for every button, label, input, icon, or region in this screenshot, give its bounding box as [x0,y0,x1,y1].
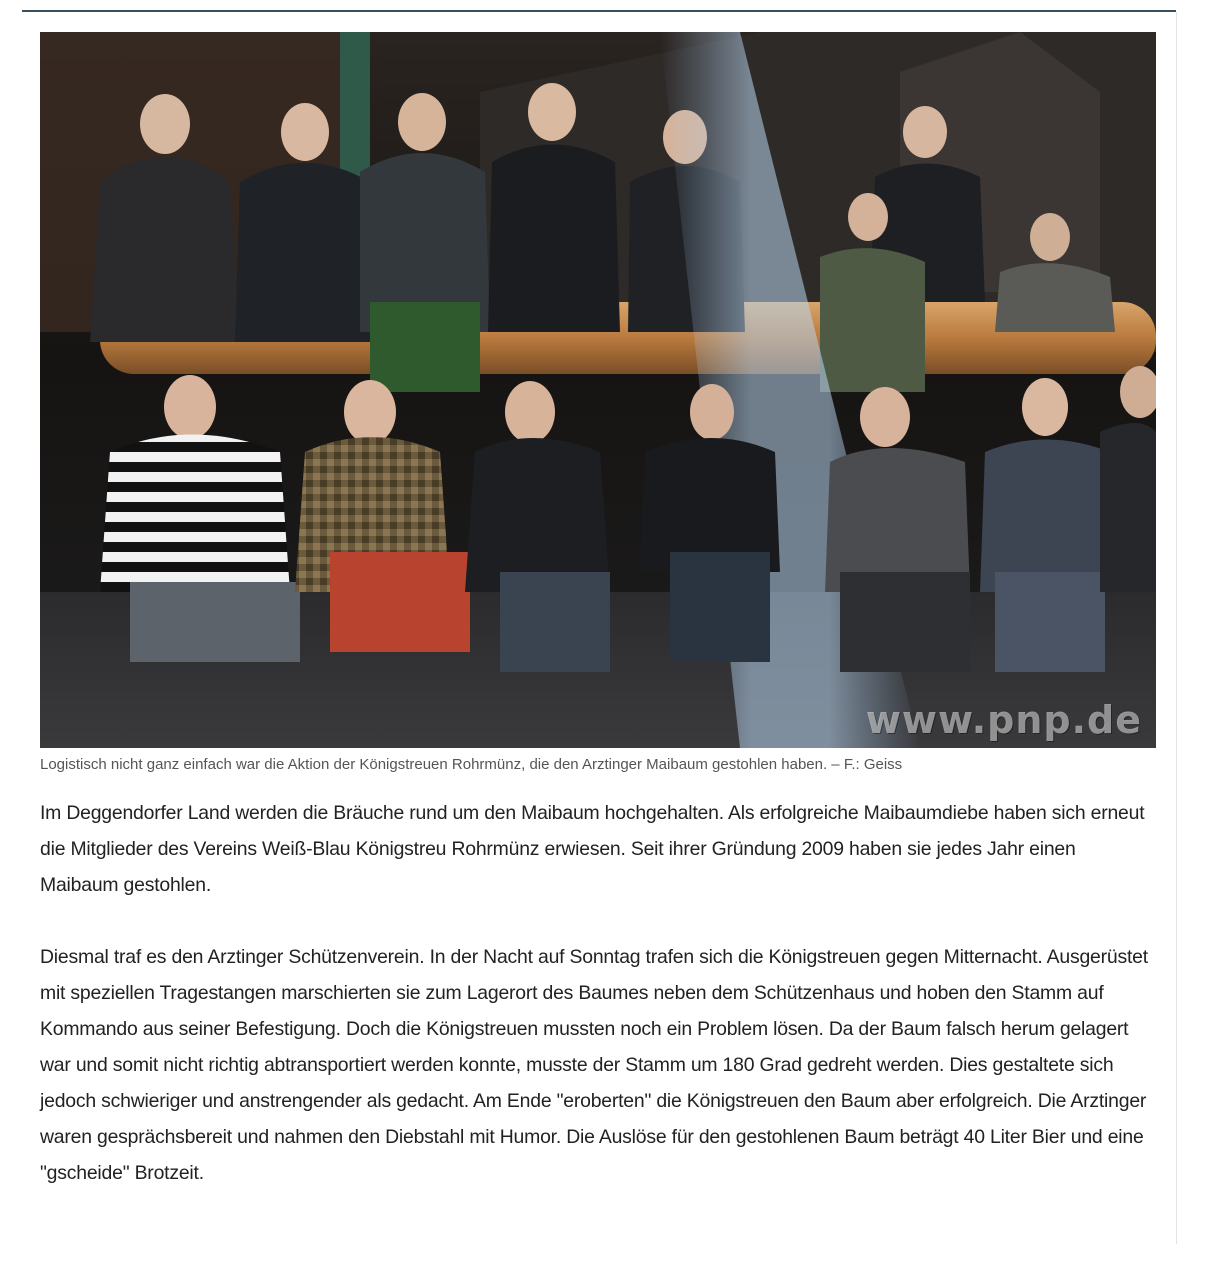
group-photo-illustration [40,32,1156,748]
article-paragraph-1: Im Deggendorfer Land werden die Bräuche rund um den Maibaum hochgehalten. Als erfolgreiche Maibaumdiebe haben sich erneut die Mitglieder des Vereins Weiß-Blau Königstreu Rohrmünz erwiesen. Seit ihrer Gründung 2009 haben sie jedes Jahr einen Maibaum gestohlen. [40,802,1145,896]
photo-watermark: www.pnp.de [865,698,1142,742]
article-paragraph-2: Diesmal traf es den Arztinger Schützenverein. In der Nacht auf Sonntag trafen sich die Königstreuen gegen Mitternacht. Ausgerüstet mit speziellen Tragestangen marschierten sie zum Lagerort des Baumes neben dem Schützenhaus und hoben den Stamm auf Kommando aus seiner Befestigung. Doch die Königstreuen mussten noch ein Problem lösen. Da der Baum falsch herum gelagert war und somit nicht richtig abtransportiert werden konnte, musste der Stamm um 180 Grad gedreht werden. Dies gestaltete sich jedoch schwieriger und anstrengender als gedacht. Am Ende "eroberten" die Königstreuen den Baum aber erfolgreich. Die Arztinger waren gesprächsbereit und nahmen den Diebstahl mit Humor. Die Auslöse für den gestohlenen Baum beträgt 40 Liter Bier und eine "gscheide" Brotzeit. [40,946,1148,1184]
article [40,32,1156,1191]
article-photo [40,32,1156,748]
photo-caption: Logistisch nicht ganz einfach war die Aktion der Königstreuen Rohrmünz, die den Arztinger Maibaum gestohlen haben. – F.: Geiss [40,756,903,773]
right-divider [1176,12,1177,1244]
top-divider [22,10,1176,12]
